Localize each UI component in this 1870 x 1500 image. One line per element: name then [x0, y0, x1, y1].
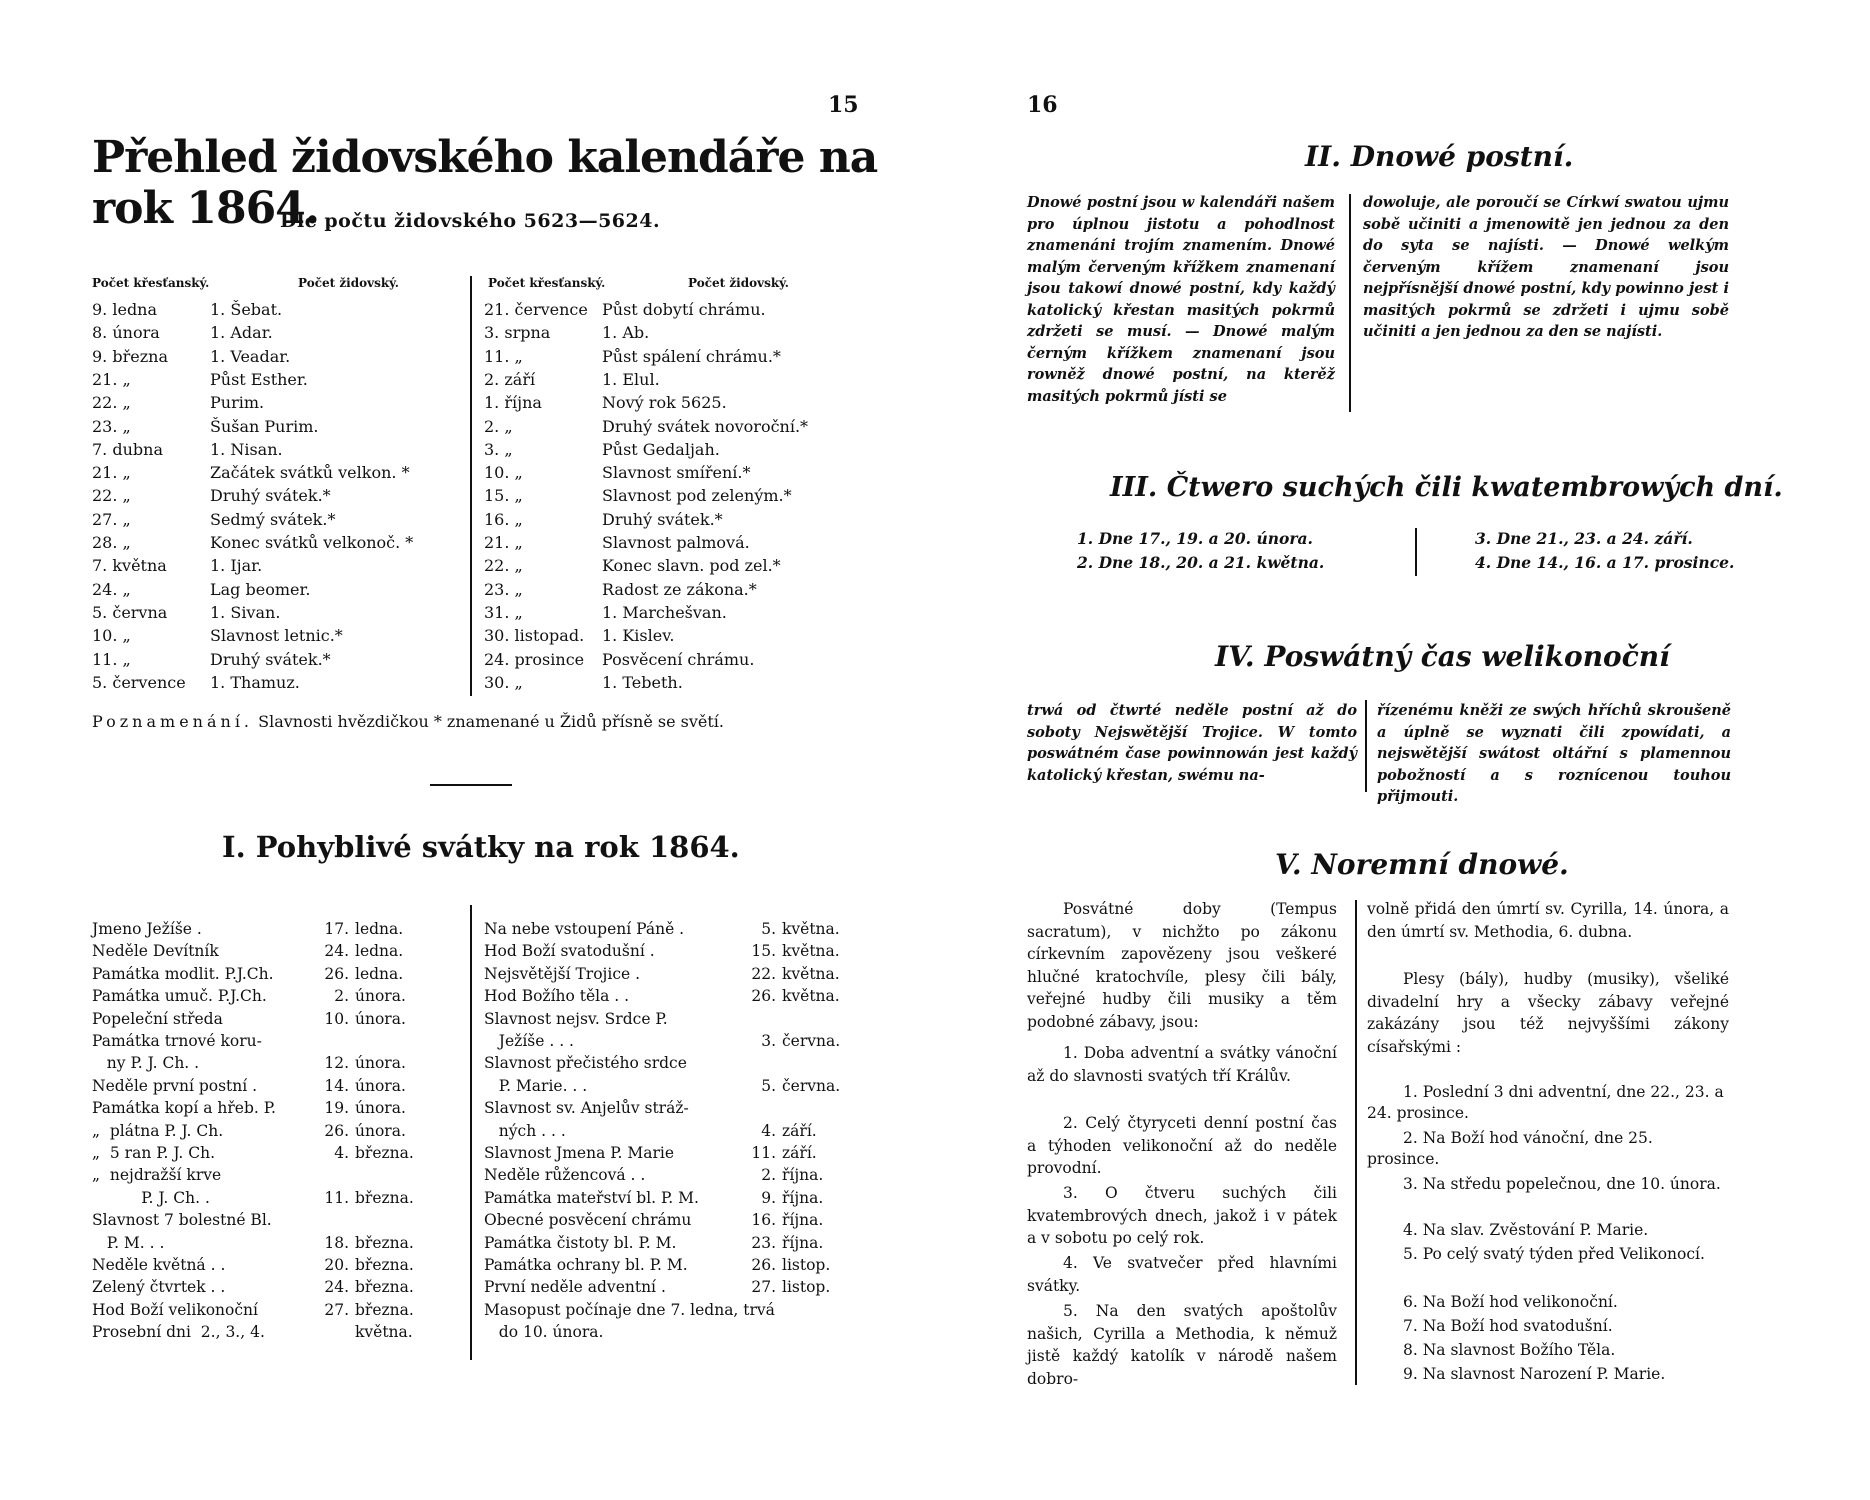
- calendar-event: Začátek svátků velkon. *: [210, 463, 410, 483]
- feast-month: ledna.: [355, 942, 404, 961]
- feast-name: Zelený čtvrtek . .: [92, 1278, 226, 1297]
- movable-row: [92, 1299, 414, 1321]
- feast-day: 27.: [751, 1278, 776, 1297]
- feast-month: listop.: [782, 1278, 831, 1297]
- feast-month: října.: [782, 1211, 824, 1230]
- feast-day: 16.: [751, 1211, 776, 1230]
- list-item: 2. Celý čtyryceti denní postní čas a týhoden velikonoční až do neděle provodní.: [1027, 1114, 1337, 1177]
- movable-row: [92, 1321, 413, 1343]
- movable-row: [92, 940, 403, 962]
- calendar-row: [92, 486, 331, 506]
- list-item: 2. Na Boží hod vánoční, dne 25. prosince.: [1367, 1129, 1653, 1168]
- feast-name: Masopust počínaje dne 7. ledna, trvá: [484, 1300, 775, 1319]
- calendar-event: Slavnost letnic.*: [210, 626, 343, 646]
- divider: [430, 784, 512, 786]
- col-head-christian-1: Počet křesťanský.: [92, 276, 210, 290]
- calendar-event: 1. Elul.: [602, 369, 660, 389]
- calendar-event: 1. Ab.: [602, 323, 650, 343]
- calendar-date: 24. „: [92, 579, 131, 599]
- calendar-event: Slavnost pod zeleným.*: [602, 486, 792, 506]
- feast-day: 15.: [751, 942, 776, 961]
- feast-month: března.: [355, 1300, 414, 1319]
- calendar-date: 1. října: [484, 393, 542, 413]
- calendar-date: 21. „: [92, 369, 131, 389]
- feast-name: Ježíše . . .: [484, 1032, 574, 1050]
- calendar-row: [92, 510, 335, 530]
- calendar-row: [484, 603, 727, 623]
- ember-day-4: 4. Dne 14., 16. a 17. prosince.: [1475, 553, 1735, 572]
- feast-day: 12.: [324, 1054, 349, 1073]
- calendar-event: 1. Thamuz.: [210, 672, 300, 692]
- calendar-date: 23. „: [92, 416, 131, 436]
- calendar-event: Půst spálení chrámu.*: [602, 346, 781, 366]
- feast-name: Památka čistoty bl. P. M.: [484, 1233, 677, 1252]
- calendar-event: Konec slavn. pod zel.*: [602, 556, 781, 576]
- feast-month: března.: [355, 1233, 414, 1252]
- movable-row: [92, 918, 403, 940]
- feast-month: května.: [782, 920, 840, 938]
- calendar-date: 30. „: [484, 672, 523, 692]
- calendar-row: [484, 533, 750, 553]
- list-item: 3. O čtveru suchých čili kvatembrových dnech, jakož i v pátek a v sobotu po celý rok.: [1027, 1184, 1337, 1247]
- feast-name: Hod Boží svatodušní .: [484, 942, 655, 961]
- movable-row: [92, 1142, 414, 1164]
- feast-month: března.: [355, 1256, 414, 1274]
- section2-divider: [1349, 194, 1351, 412]
- feast-name: První neděle adventní .: [484, 1278, 666, 1297]
- calendar-date: 9. března: [92, 346, 168, 366]
- feast-month: ledna.: [355, 964, 404, 983]
- movable-row: [92, 1232, 414, 1254]
- movable-row: [484, 1209, 823, 1231]
- movable-row: [484, 985, 840, 1007]
- calendar-date: 3. „: [484, 439, 513, 459]
- movable-row: [484, 1254, 830, 1276]
- calendar-row: [92, 673, 300, 693]
- feast-day: 10.: [324, 1009, 349, 1028]
- ember-day-3: 3. Dne 21., 23. a 24. září.: [1475, 529, 1693, 548]
- section1-title: I. Pohyblivé svátky na rok 1864.: [222, 830, 740, 864]
- feast-month: února.: [355, 1121, 406, 1140]
- movable-row: [484, 1052, 687, 1074]
- calendar-event: 1. Veadar.: [210, 346, 291, 366]
- feast-day: 26.: [324, 1121, 349, 1140]
- list-item: 6. Na Boží hod velikonoční.: [1403, 1293, 1618, 1311]
- movable-row: [484, 1187, 823, 1209]
- calendar-date: 16. „: [484, 509, 523, 529]
- movable-row: [484, 1120, 817, 1142]
- calendar-event: Druhý svátek.*: [602, 509, 723, 529]
- section4-right-text: řízenému kněži ze swých hříchů skroušeně a úplně se wyznati čili zpowídati, a nejswětější swátost oltářní s plamennou pobožností a s roznícenou touhou přijmouti.: [1377, 702, 1731, 805]
- movable-row: [92, 1254, 414, 1276]
- calendar-row: [484, 556, 781, 576]
- feast-name: Památka ochrany bl. P. M.: [484, 1256, 688, 1274]
- column-divider: [470, 276, 472, 696]
- movable-row: [484, 1008, 668, 1030]
- feast-name: Hod Boží velikonoční: [92, 1300, 258, 1319]
- feast-name: Slavnost 7 bolestné Bl.: [92, 1211, 272, 1230]
- feast-name: Památka umuč. P.J.Ch.: [92, 987, 267, 1006]
- feast-day: 26.: [751, 987, 776, 1006]
- feast-name: „ 5 ran P. J. Ch.: [92, 1144, 216, 1162]
- feast-day: 4.: [334, 1144, 349, 1162]
- list-item: 8. Na slavnost Božího Těla.: [1403, 1341, 1616, 1359]
- note: [92, 712, 724, 731]
- calendar-row: [92, 463, 410, 483]
- calendar-event: Slavnost smíření.*: [602, 463, 751, 483]
- feast-name: Hod Božího těla . .: [484, 987, 630, 1006]
- feast-day: 26.: [751, 1256, 776, 1274]
- feast-day: 2.: [761, 1166, 776, 1185]
- feast-name: „ plátna P. J. Ch.: [92, 1121, 224, 1140]
- calendar-event: Půst Gedaljah.: [602, 439, 720, 459]
- section3-title: III. Čtwero suchých čili kwatembrowých dní.: [1110, 472, 1783, 503]
- section4-title: IV. Poswátný čas welikonoční: [1215, 640, 1670, 673]
- calendar-date: 21. „: [484, 533, 523, 552]
- feast-month: listop.: [782, 1256, 831, 1274]
- section2-right-text: dowoluje, ale poroučí se Církwí swatou ujmu sobě učiniti a jmenowitě jen jednou za den do syta se najísti. — Dnowé welkým červeným křížem znamenaní jsou nejpřísnější dnowé postní, kdy powinno jest i masitých pokrmů se zdržeti i ujmu sobě učiniti a jen jednou za den se najísti.: [1363, 194, 1729, 340]
- feast-month: března.: [355, 1144, 414, 1162]
- calendar-row: [92, 417, 319, 437]
- feast-name: Nejsvětější Trojice .: [484, 964, 641, 983]
- feast-name: Slavnost přečistého srdce: [484, 1054, 687, 1073]
- feast-name: Památka modlit. P.J.Ch.: [92, 964, 274, 983]
- feast-name: Památka kopí a hřeb. P.: [92, 1099, 276, 1118]
- feast-day: 22.: [751, 964, 776, 983]
- ember-day-2: 2. Dne 18., 20. a 21. kwětna.: [1077, 553, 1325, 572]
- movable-row: [484, 1321, 603, 1343]
- feast-name: ných . . .: [484, 1121, 566, 1140]
- movable-row: [484, 1142, 817, 1164]
- calendar-event: 1. Ijar.: [210, 556, 263, 576]
- calendar-date: 21. července: [484, 300, 588, 319]
- feast-name: P. Marie. . .: [484, 1076, 588, 1095]
- calendar-event: Radost ze zákona.*: [602, 579, 757, 599]
- calendar-date: 8. února: [92, 323, 160, 343]
- note-label: Poznamenání.: [92, 712, 254, 731]
- calendar-event: Lag beomer.: [210, 579, 311, 599]
- feast-name: Neděle první postní .: [92, 1076, 258, 1095]
- movable-row: [92, 1209, 272, 1231]
- movable-row: [92, 1276, 414, 1298]
- calendar-row: [484, 417, 808, 437]
- feast-day: 24.: [324, 942, 349, 961]
- movable-row: [484, 940, 840, 962]
- feast-name: do 10. února.: [484, 1323, 604, 1342]
- movable-row: [484, 1097, 689, 1119]
- list-item: 7. Na Boží hod svatodušní.: [1403, 1317, 1613, 1335]
- feast-day: 11.: [751, 1144, 776, 1162]
- movable-row: [484, 1075, 840, 1097]
- calendar-row: [92, 580, 310, 600]
- feast-month: října.: [782, 1188, 824, 1207]
- calendar-event: Druhý svátek novoroční.*: [602, 416, 809, 436]
- feast-day: 5.: [761, 1076, 776, 1095]
- calendar-event: Slavnost palmová.: [602, 533, 750, 552]
- feast-day: 3.: [761, 1032, 776, 1050]
- calendar-date: 31. „: [484, 602, 523, 622]
- calendar-row: [484, 626, 674, 646]
- feast-name: Popeleční středa: [92, 1009, 223, 1028]
- calendar-event: Půst Esther.: [210, 369, 308, 389]
- section3-divider: [1415, 528, 1417, 576]
- calendar-date: 27. „: [92, 509, 131, 529]
- calendar-row: [484, 347, 781, 367]
- feast-month: května.: [355, 1323, 413, 1342]
- calendar-row: [484, 486, 792, 506]
- calendar-date: 9. ledna: [92, 300, 158, 319]
- calendar-row: [484, 673, 683, 693]
- subtitle: Dle počtu židovského 5623—5624.: [280, 210, 661, 232]
- movable-row: [484, 918, 840, 940]
- movable-row: [92, 1075, 406, 1097]
- feast-name: Slavnost sv. Anjelův stráž-: [484, 1099, 689, 1118]
- feast-day: 14.: [324, 1076, 349, 1095]
- calendar-date: 30. listopad.: [484, 626, 585, 646]
- calendar-row: [92, 650, 331, 670]
- calendar-date: 2. „: [484, 416, 513, 436]
- calendar-event: Nový rok 5625.: [602, 393, 727, 413]
- feast-day: 9.: [761, 1188, 776, 1207]
- list-item: 5. Na den svatých apoštolův našich, Cyrilla a Methodia, k němuž jistě každý katolík v národě našem dobro-: [1027, 1302, 1337, 1388]
- section5-right-para: Plesy (bály), hudby (musiky), všeliké divadelní hry a všecky zábavy veřejné zakázány jsou též nejvyššími zákony císařskými :: [1367, 970, 1729, 1056]
- feast-month: ledna.: [355, 920, 404, 938]
- feast-month: února.: [355, 1076, 406, 1095]
- calendar-date: 7. dubna: [92, 439, 163, 459]
- movable-row: [92, 1052, 406, 1074]
- feast-day: 26.: [324, 964, 349, 983]
- section2-title: II. Dnowé postní.: [1305, 140, 1574, 173]
- movable-row: [92, 1030, 262, 1052]
- movable-row: [484, 963, 840, 985]
- calendar-row: [92, 603, 280, 623]
- feast-name: Památka mateřství bl. P. M.: [484, 1188, 699, 1207]
- feast-day: 23.: [751, 1233, 776, 1252]
- movable-divider: [470, 905, 472, 1360]
- feast-name: Neděle růžencová . .: [484, 1166, 646, 1185]
- calendar-event: Konec svátků velkonoč. *: [210, 533, 414, 552]
- calendar-event: Druhý svátek.*: [210, 486, 331, 506]
- feast-day: 4.: [761, 1121, 776, 1140]
- feast-name: P. J. Ch. .: [92, 1188, 210, 1207]
- calendar-date: 7. května: [92, 556, 167, 576]
- feast-name: Neděle květná . .: [92, 1256, 226, 1274]
- calendar-date: 15. „: [484, 486, 523, 506]
- feast-month: června.: [782, 1076, 841, 1095]
- feast-month: února.: [355, 1099, 406, 1118]
- calendar-date: 22. „: [92, 486, 131, 506]
- section4-divider: [1365, 700, 1367, 792]
- feast-month: května.: [782, 942, 840, 961]
- feast-name: Slavnost Jmena P. Marie: [484, 1144, 675, 1162]
- feast-month: září.: [782, 1144, 817, 1162]
- calendar-row: [92, 370, 308, 390]
- note-text: Slavnosti hvězdičkou * znamenané u Židů přísně se světí.: [258, 712, 724, 731]
- feast-day: 17.: [324, 920, 349, 938]
- feast-month: října.: [782, 1233, 824, 1252]
- section2-left-text: Dnowé postní jsou w kalendáři našem pro úplnou jistotu a pohodlnost znamenáni trojím znamením. Dnowé malým červeným křížkem znamenaní jsou takowí dnowé postní, kdy každý katolický křestan masitých pokrmů zdržeti se musí. — Dnowé malým černým křížkem znamenaní jsou rowněž dnowé postní, na kterěž masitých pokrmů jísti se: [1027, 194, 1335, 405]
- calendar-event: 1. Kislev.: [602, 626, 675, 646]
- col-head-christian-2: Počet křesťanský.: [488, 276, 606, 290]
- feast-month: května.: [782, 987, 840, 1006]
- feast-day: 24.: [324, 1278, 349, 1297]
- page-number-right: 16: [1027, 92, 1058, 118]
- movable-row: [92, 1187, 414, 1209]
- feast-name: Neděle Devítník: [92, 942, 219, 961]
- feast-name: Na nebe vstoupení Páně .: [484, 920, 685, 938]
- ember-day-1: 1. Dne 17., 19. a 20. února.: [1077, 529, 1313, 548]
- feast-day: 18.: [324, 1233, 349, 1252]
- right-page: [935, 0, 1870, 1500]
- list-item: 3. Na středu popelečnou, dne 10. února.: [1403, 1175, 1721, 1193]
- section5-divider: [1355, 900, 1357, 1385]
- calendar-date: 22. „: [92, 393, 131, 413]
- calendar-row: [484, 510, 723, 530]
- movable-row: [92, 985, 406, 1007]
- calendar-date: 2. září: [484, 369, 536, 389]
- calendar-event: 1. Adar.: [210, 323, 273, 343]
- calendar-row: [484, 650, 754, 670]
- calendar-row: [92, 556, 262, 576]
- calendar-row: [92, 533, 413, 553]
- feast-month: září.: [782, 1121, 817, 1140]
- feast-day: 27.: [324, 1300, 349, 1319]
- col-head-jewish-2: Počet židovský.: [688, 276, 789, 290]
- movable-row: [92, 1120, 406, 1142]
- calendar-event: 1. Nisan.: [210, 439, 283, 459]
- feast-name: „ nejdražší krve: [92, 1166, 222, 1185]
- feast-month: února.: [355, 1054, 406, 1073]
- calendar-row: [92, 393, 264, 413]
- calendar-date: 3. srpna: [484, 323, 551, 343]
- feast-day: 11.: [324, 1188, 349, 1207]
- calendar-date: 11. „: [92, 649, 131, 669]
- feast-name: Památka trnové koru-: [92, 1032, 262, 1050]
- calendar-row: [484, 370, 660, 390]
- feast-month: října.: [782, 1166, 824, 1185]
- calendar-date: 11. „: [484, 346, 523, 366]
- calendar-event: 1. Sivan.: [210, 602, 281, 622]
- feast-day: 20.: [324, 1256, 349, 1274]
- movable-row: [484, 1276, 830, 1298]
- list-item: 1. Poslední 3 dni adventní, dne 22., 23. a 24. prosince.: [1367, 1083, 1724, 1122]
- calendar-event: Posvěcení chrámu.: [602, 649, 755, 669]
- movable-row: [92, 1164, 221, 1186]
- calendar-event: Sedmý svátek.*: [210, 509, 336, 529]
- calendar-event: Šušan Purim.: [210, 416, 319, 436]
- calendar-row: [484, 580, 757, 600]
- list-item: 1. Doba adventní a svátky vánoční až do slavnosti svatých tří Králův.: [1027, 1044, 1337, 1085]
- calendar-event: 1. Marchešvan.: [602, 602, 727, 622]
- page-title: Přehled židovského kalendáře na rok 1864.: [92, 132, 878, 234]
- list-item: 9. Na slavnost Narození P. Marie.: [1403, 1365, 1666, 1383]
- calendar-date: 21. „: [92, 463, 131, 483]
- calendar-date: 10. „: [92, 626, 131, 646]
- calendar-event: 1. Tebeth.: [602, 672, 683, 692]
- section4-left-text: trwá od čtwrté neděle postní až do soboty Nejswětější Trojice. W tomto poswátném čase powinnowán jest každý katolický křestan, swému na-: [1027, 702, 1357, 784]
- feast-name: Jmeno Ježíše .: [92, 920, 202, 938]
- calendar-row: [484, 440, 720, 460]
- calendar-date: 10. „: [484, 463, 523, 483]
- calendar-event: Půst dobytí chrámu.: [602, 300, 766, 319]
- feast-day: 2.: [334, 987, 349, 1006]
- list-item: 5. Po celý svatý týden před Velikonocí.: [1403, 1245, 1705, 1263]
- feast-month: března.: [355, 1278, 414, 1297]
- calendar-row: [484, 323, 649, 343]
- movable-row: [484, 1299, 775, 1321]
- section5-title: V. Noremní dnowé.: [1275, 848, 1569, 881]
- calendar-row: [92, 440, 283, 460]
- calendar-date: 5. července: [92, 672, 186, 692]
- list-item: 4. Na slav. Zvěstování P. Marie.: [1403, 1221, 1649, 1239]
- feast-name: ny P. J. Ch. .: [92, 1054, 200, 1073]
- calendar-date: 23. „: [484, 579, 523, 599]
- calendar-row: [92, 300, 282, 320]
- section5-right-intro: volně přidá den úmrtí sv. Cyrilla, 14. února, a den úmrtí sv. Methodia, 6. dubna.: [1367, 900, 1729, 941]
- feast-name: Obecné posvěcení chrámu: [484, 1211, 692, 1230]
- section5-left-intro: Posvátné doby (Tempus sacratum), v nichžto po zákonu církevním zapovězeny jsou veškeré hlučné kratochvíle, plesy čili bály, veřejné hudby čili musiky a těm podobné zábavy, jsou:: [1027, 900, 1337, 1031]
- feast-name: P. M. . .: [92, 1233, 165, 1252]
- calendar-row: [92, 626, 343, 646]
- calendar-row: [92, 347, 290, 367]
- feast-day: 19.: [324, 1099, 349, 1118]
- calendar-row: [92, 323, 273, 343]
- feast-month: března.: [355, 1188, 414, 1207]
- movable-row: [92, 1008, 406, 1030]
- movable-row: [484, 1030, 840, 1052]
- feast-month: února.: [355, 1009, 406, 1028]
- list-item: 4. Ve svatvečer před hlavními svátky.: [1027, 1254, 1337, 1295]
- page-number-left: 15: [828, 92, 859, 118]
- calendar-event: Druhý svátek.*: [210, 649, 331, 669]
- movable-row: [92, 1097, 406, 1119]
- calendar-date: 5. června: [92, 602, 168, 622]
- feast-name: Slavnost nejsv. Srdce P.: [484, 1009, 668, 1028]
- calendar-date: 28. „: [92, 533, 131, 552]
- calendar-date: 24. prosince: [484, 649, 585, 669]
- feast-month: února.: [355, 987, 406, 1006]
- calendar-row: [484, 463, 750, 483]
- feast-name: Prosební dni 2., 3., 4.: [92, 1323, 265, 1342]
- movable-row: [484, 1164, 823, 1186]
- calendar-row: [484, 393, 727, 413]
- movable-row: [92, 963, 403, 985]
- feast-month: května.: [782, 964, 840, 983]
- feast-day: 5.: [761, 920, 776, 938]
- col-head-jewish-1: Počet židovský.: [298, 276, 399, 290]
- movable-row: [484, 1232, 823, 1254]
- calendar-date: 22. „: [484, 556, 523, 576]
- feast-month: června.: [782, 1032, 841, 1050]
- calendar-row: [484, 300, 766, 320]
- calendar-event: Purim.: [210, 393, 265, 413]
- calendar-event: 1. Šebat.: [210, 300, 283, 319]
